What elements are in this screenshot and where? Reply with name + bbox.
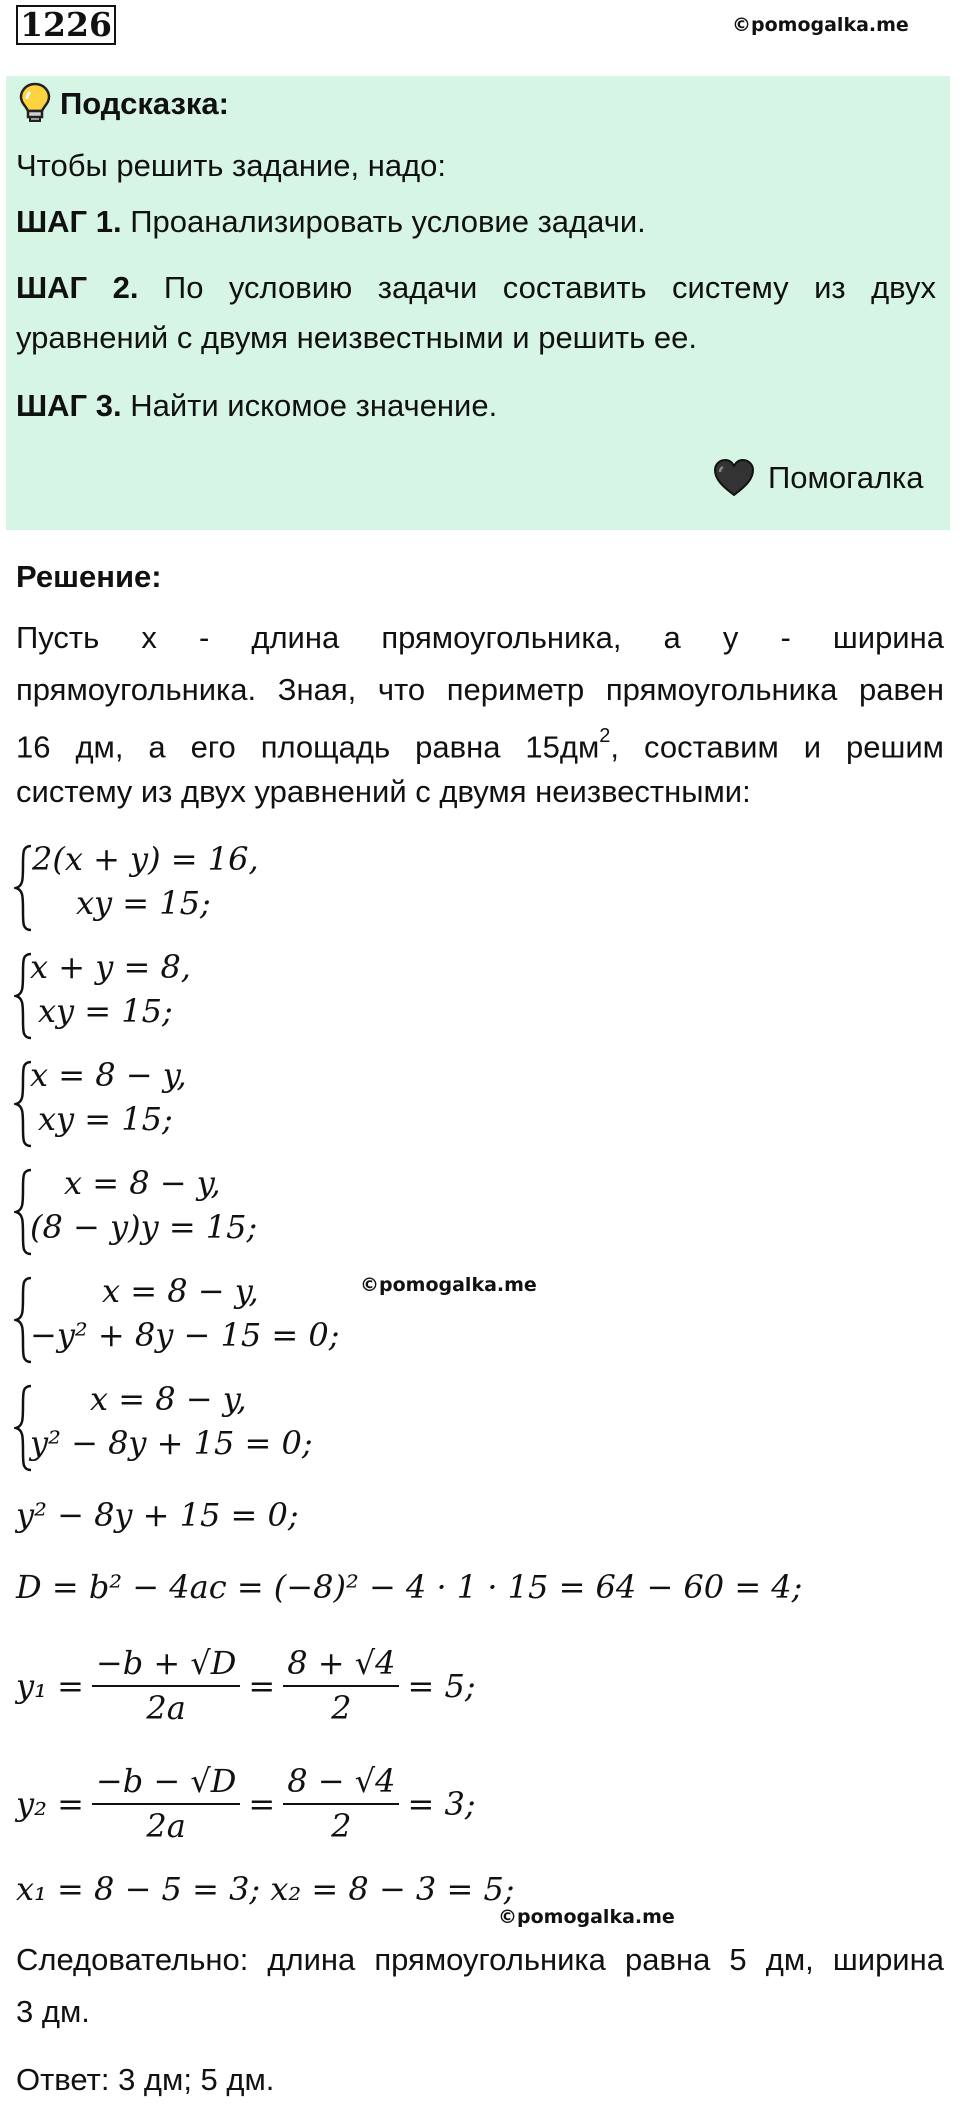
eq-y1	[16, 1636, 476, 1736]
sys6-b: y² − 8y + 15 = 0;	[30, 1424, 313, 1462]
step2-line1: По условию задачи составить систему из двух	[138, 270, 936, 305]
sys4-a: x = 8 − y,	[64, 1164, 221, 1202]
sys5-b: −y² + 8y − 15 = 0;	[30, 1316, 340, 1354]
step1-text: Проанализировать условие задачи.	[121, 204, 646, 239]
eq-x-values: x₁ = 8 − 5 = 3; x₂ = 8 − 3 = 5;	[16, 1870, 515, 1908]
y2-frac2-num: 8 − √4	[287, 1762, 396, 1800]
bulb-icon	[18, 82, 52, 129]
heart-icon	[712, 458, 756, 503]
sys1-a: 2(x + y) = 16,	[32, 840, 259, 878]
conclusion-line1: Следовательно: длина прямоугольника равна 5 дм, ширина	[16, 1942, 944, 1977]
y2-frac1	[92, 1760, 241, 1848]
solution-p1-line4: системy из двух уравнений с двумя неизвестными:	[16, 774, 751, 809]
sys6-a: x = 8 − y,	[90, 1380, 247, 1418]
sys3-a: x = 8 − y,	[30, 1056, 187, 1094]
y1-lhs: y₁ =	[16, 1666, 84, 1705]
conclusion-line2: 3 дм.	[16, 1994, 90, 2029]
y1-result: = 5;	[407, 1666, 476, 1705]
solution-p1-line3	[16, 714, 944, 773]
hint-intro: Чтобы решить задание, надо:	[16, 148, 447, 183]
y2-frac2-den: 2	[283, 1803, 399, 1848]
p1-line3b: , составим и решим	[610, 729, 944, 765]
sys2-a: x + y = 8,	[30, 948, 191, 986]
hint-title: Подсказка:	[60, 86, 229, 121]
answer: Ответ: 3 дм; 5 дм.	[16, 2062, 275, 2097]
p1-line3a: 16 дм, а его площадь равна 15дм	[16, 729, 600, 765]
solution-p1-line1: Пусть х - длина прямоугольника, а у - ширина	[16, 620, 944, 655]
step3-text: Найти искомое значение.	[121, 388, 498, 423]
y2-frac1-num: −b − √D	[95, 1762, 237, 1800]
sys2-b: xy = 15;	[38, 992, 173, 1030]
eq-discriminant: D = b² − 4ac = (−8)² − 4 · 1 · 15 = 64 − 60 = 4;	[16, 1568, 803, 1606]
watermark-middle: ©pomogalka.me	[360, 1274, 537, 1296]
hint-step1	[16, 196, 646, 248]
sys3-b: xy = 15;	[38, 1100, 173, 1138]
y1-frac1-num: −b + √D	[95, 1644, 237, 1682]
p1-sup: 2	[599, 725, 611, 747]
y2-frac1-den: 2a	[92, 1803, 241, 1848]
y2-lhs: y₂ =	[16, 1784, 84, 1823]
y1-frac1-den: 2a	[92, 1685, 241, 1730]
step2-label: ШАГ 2.	[16, 270, 139, 305]
sys5-a: x = 8 − y,	[102, 1272, 259, 1310]
y1-frac2-num: 8 + √4	[287, 1644, 396, 1682]
hint-step3	[16, 380, 497, 432]
y1-frac2-den: 2	[283, 1685, 399, 1730]
hint-step2-line2: уравнений с двумя неизвестными и решить ее.	[16, 320, 697, 355]
step3-label: ШАГ 3.	[16, 388, 122, 423]
hint-step2-line1	[16, 262, 936, 314]
eq-y2	[16, 1754, 476, 1854]
sys1-b: xy = 15;	[76, 884, 211, 922]
sys4-b: (8 − y)y = 15;	[30, 1208, 258, 1246]
step1-label: ШАГ 1.	[16, 204, 122, 239]
eq-quadratic: y² − 8y + 15 = 0;	[16, 1496, 299, 1534]
task-number: 1226	[16, 5, 116, 45]
y2-frac2	[283, 1760, 399, 1848]
solution-heading: Решение:	[16, 559, 162, 594]
y1-frac1	[92, 1642, 241, 1730]
brace-icon-1	[14, 844, 34, 932]
y1-frac2	[283, 1642, 399, 1730]
watermark-top: ©pomogalka.me	[732, 14, 909, 36]
y2-result: = 3;	[407, 1784, 476, 1823]
y1-eq-sign: =	[248, 1666, 276, 1705]
watermark-bottom: ©pomogalka.me	[498, 1906, 675, 1928]
y2-eq-sign: =	[248, 1784, 276, 1823]
solution-p1-line2: прямоугольника. Зная, что периметр прямоугольника равен	[16, 672, 944, 707]
hint-signature: Помогалка	[768, 460, 924, 495]
